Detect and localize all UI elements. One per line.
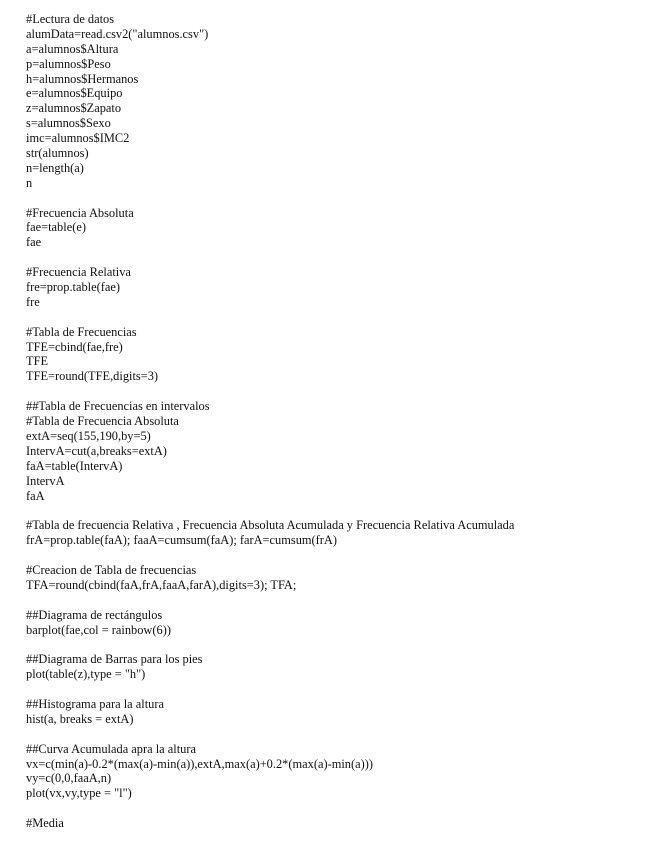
text-line: s=alumnos$Sexo — [26, 116, 111, 131]
text-line: #Creacion de Tabla de frecuencias — [26, 562, 197, 577]
text-line: n=length(a) — [26, 160, 84, 175]
text-line: frA=prop.table(faA); faaA=cumsum(faA); farA=cumsum(frA) — [26, 533, 337, 548]
document-body — [26, 12, 646, 831]
text-line: #Frecuencia Absoluta — [26, 205, 134, 220]
text-line: n — [26, 175, 33, 190]
text-line: str(alumnos) — [26, 146, 89, 161]
text-line: ##Diagrama de Barras para los pies — [26, 652, 203, 667]
text-line: vx=c(min(a)-0.2*(max(a)-min(a)),extA,max(a)+0.2*(max(a)-min(a))) — [26, 756, 373, 771]
text-line: IntervA=cut(a,breaks=extA) — [26, 443, 167, 458]
text-line: TFE — [26, 354, 49, 369]
text-line: #Tabla de Frecuencia Absoluta — [26, 414, 179, 429]
blank-line — [26, 191, 646, 206]
text-line: ##Tabla de Frecuencias en intervalos — [26, 399, 210, 414]
text-line: alumData=read.csv2("alumnos.csv") — [26, 26, 209, 41]
blank-line — [26, 384, 646, 399]
blank-line — [26, 548, 646, 563]
text-line: z=alumnos$Zapato — [26, 101, 122, 116]
text-line: fre — [26, 294, 40, 309]
text-line: #Frecuencia Relativa — [26, 265, 131, 280]
text-line: TFE=round(TFE,digits=3) — [26, 369, 159, 384]
text-line: hist(a, breaks = extA) — [26, 711, 134, 726]
text-line: extA=seq(155,190,by=5) — [26, 428, 151, 443]
blank-line — [26, 310, 646, 325]
blank-line — [26, 250, 646, 265]
text-line: h=alumnos$Hermanos — [26, 71, 139, 86]
text-line: fre=prop.table(fae) — [26, 280, 121, 295]
blank-line — [26, 727, 646, 742]
text-line: a=alumnos$Altura — [26, 41, 119, 56]
text-line: IntervA — [26, 473, 65, 488]
blank-line — [26, 637, 646, 652]
text-line: TFE=cbind(fae,fre) — [26, 339, 123, 354]
text-line: plot(vx,vy,type = "l") — [26, 786, 132, 801]
text-line: faA=table(IntervA) — [26, 458, 123, 473]
text-line: fae=table(e) — [26, 220, 86, 235]
text-line: imc=alumnos$IMC2 — [26, 131, 130, 146]
text-line: #Tabla de frecuencia Relativa , Frecuencia Absoluta Acumulada y Frecuencia Relativa Acumulada — [26, 518, 515, 533]
text-line: barplot(fae,col = rainbow(6)) — [26, 622, 171, 637]
text-line: p=alumnos$Peso — [26, 56, 111, 71]
text-line: fae — [26, 235, 42, 250]
text-line: #Tabla de Frecuencias — [26, 324, 137, 339]
blank-line — [26, 682, 646, 697]
blank-line — [26, 593, 646, 608]
text-line: vy=c(0,0,faaA,n) — [26, 771, 112, 786]
text-line: #Lectura de datos — [26, 12, 115, 26]
text-line: #Media — [26, 816, 64, 831]
text-line: TFA=round(cbind(faA,frA,faaA,farA),digits=3); TFA; — [26, 577, 297, 592]
text-line: ##Histograma para la altura — [26, 696, 164, 711]
text-line: plot(table(z),type = "h") — [26, 667, 146, 682]
text-line: ##Diagrama de rectángulos — [26, 607, 163, 622]
text-line: ##Curva Acumulada apra la altura — [26, 741, 196, 756]
text-line: e=alumnos$Equipo — [26, 86, 123, 101]
blank-line — [26, 503, 646, 518]
blank-line — [26, 801, 646, 816]
text-line: faA — [26, 488, 45, 503]
